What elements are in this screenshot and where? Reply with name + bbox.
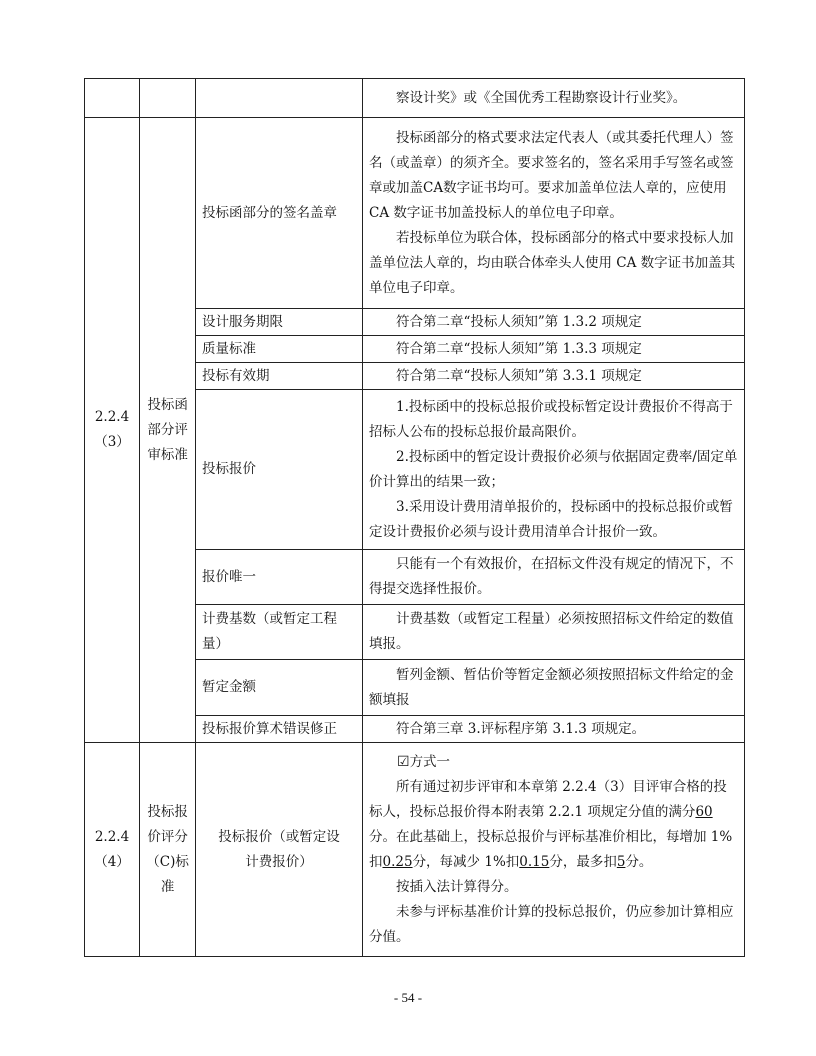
factor-cell: 计费基数（或暂定工程量） [196, 605, 363, 660]
standard-cell: 符合第二章“投标人须知”第 1.3.2 项规定 [363, 309, 745, 336]
section-4-category: 投标报价评分（C)标准 [140, 743, 196, 957]
factor-cell: 投标函部分的签名盖章 [196, 118, 363, 309]
standard-cell: 符合第三章 3.评标程序第 3.1.3 项规定。 [363, 716, 745, 743]
factor-cell: 投标报价算术错误修正 [196, 716, 363, 743]
table-row [85, 118, 745, 309]
deduct-down-value: 0.15 [519, 853, 550, 870]
standard-cell: 1.投标函中的投标总报价或投标暂定设计费报价不得高于招标人公布的投标总报价最高限价。 2.投标函中的暂定设计费报价必须与依据固定费率/固定单价计算出的结果一致； 3.采用设计费用清单报价的，投标函中的投标总报价或暂定设计费报价必须与设计费用清单合计报价一致。 [363, 390, 745, 550]
evaluation-table [84, 78, 745, 957]
factor-cell: 质量标准 [196, 336, 363, 363]
standard-cell: 计费基数（或暂定工程量）必须按照招标文件给定的数值填报。 [363, 605, 745, 660]
section-3-id: 2.2.4 （3） [85, 118, 140, 743]
standard-cell: 暂列金额、暂估价等暂定金额必须按照招标文件给定的金额填报 [363, 660, 745, 716]
standard-cell: 只能有一个有效报价，在招标文件没有规定的情况下，不得提交选择性报价。 [363, 550, 745, 605]
deduct-up-value: 0.25 [382, 853, 413, 870]
standard-cell: 符合第二章“投标人须知”第 3.3.1 项规定 [363, 363, 745, 390]
section-3-category: 投标函部分评审标准 [140, 118, 196, 743]
factor-cell: 投标报价（或暂定设计费报价） [196, 743, 363, 957]
checked-checkbox-icon: ☑ [397, 753, 410, 770]
factor-cell: 暂定金额 [196, 660, 363, 716]
factor-cell: 投标报价 [196, 390, 363, 550]
max-deduct-value: 5 [616, 853, 626, 870]
standard-cell: 符合第二章“投标人须知”第 1.3.3 项规定 [363, 336, 745, 363]
factor-cell: 报价唯一 [196, 550, 363, 605]
page-number: - 54 - [393, 990, 423, 1005]
continuation-text: 察设计奖》或《全国优秀工程勘察设计行业奖》。 [363, 79, 745, 118]
continuation-row [85, 79, 745, 118]
section-4-id: 2.2.4 （4） [85, 743, 140, 957]
standard-cell: 投标函部分的格式要求法定代表人（或其委托代理人）签名（或盖章）的须齐全。要求签名的，签名采用手写签名或签章或加盖CA数字证书均可。要求加盖单位法人章的，应使用 CA 数字证书加盖投标人的单位电子印章。 若投标单位为联合体，投标函部分的格式中要求投标人加盖单位法人章的，均由联合体牵头人使用 CA 数字证书加盖其单位电子印章。 [363, 118, 745, 309]
standard-cell: ☑方式一 所有通过初步评审和本章第 2.2.4（3）目评审合格的投标人，投标总报价得本附表第 2.2.1 项规定分值的满分60分。在此基础上，投标总报价与评标基准价相比，每增加 1%扣0.25分，每减少 1%扣0.15分，最多扣5分。 按插入法计算得分。 未参与评标基准价计算的投标总报价，仍应参加计算相应分值。 [363, 743, 745, 957]
full-score-value: 60 [695, 803, 713, 820]
table-row [85, 743, 745, 957]
factor-cell: 投标有效期 [196, 363, 363, 390]
factor-cell: 设计服务期限 [196, 309, 363, 336]
